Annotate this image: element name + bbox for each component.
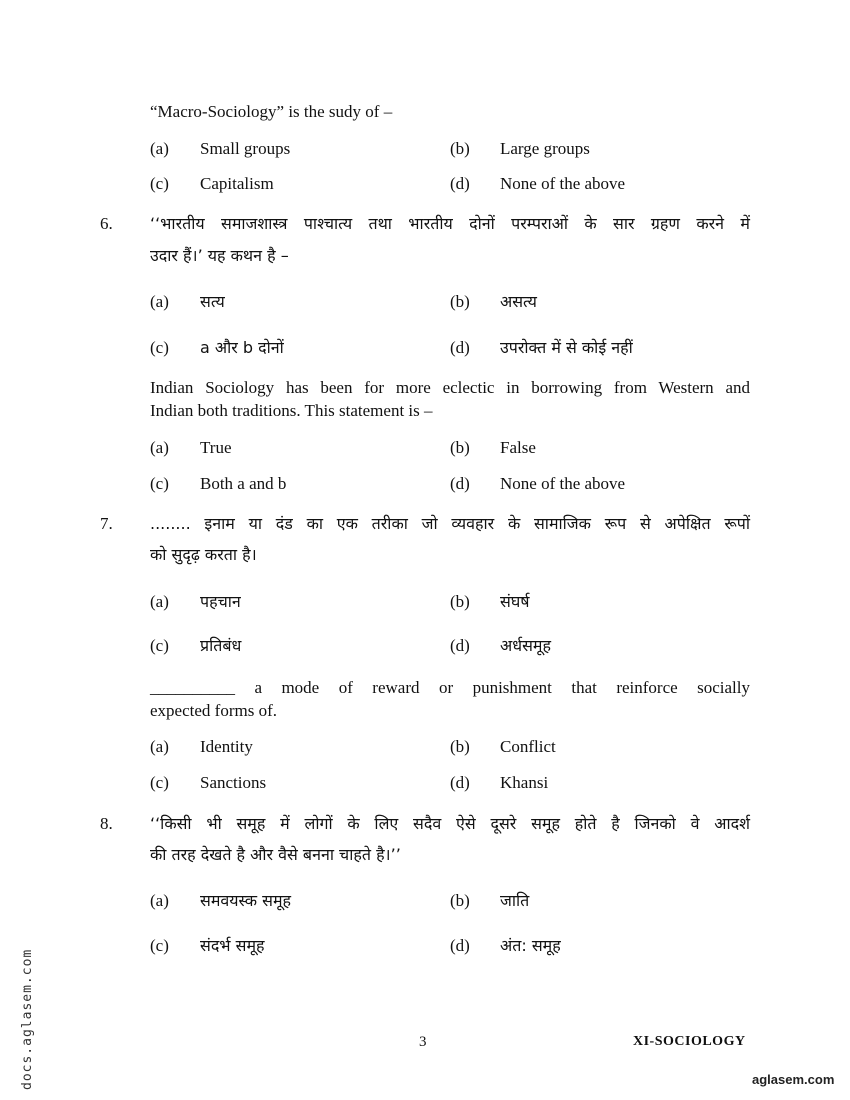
option-label: (c): [150, 474, 169, 493]
option-label: (b): [450, 737, 470, 756]
q7-text-english-line2: expected forms of.: [150, 701, 277, 720]
option-text: Small groups: [200, 139, 291, 158]
option-label: (b): [450, 891, 470, 910]
option-text: संदर्भ समूह: [200, 936, 265, 955]
option-text: a और b दोनों: [200, 338, 284, 357]
watermark-text: docs.aglasem.com: [20, 948, 35, 1090]
q6-text-hindi-line2: उदार हैं।’ यह कथन है –: [150, 246, 289, 265]
option-text: Identity: [200, 737, 253, 756]
option-text: प्रतिबंध: [200, 636, 242, 655]
option-text: Both a and b: [200, 474, 287, 493]
option-label: (b): [450, 139, 470, 158]
option-text: None of the above: [500, 174, 626, 193]
option-label: (d): [450, 338, 470, 357]
option-text: Sanctions: [200, 773, 267, 792]
option-text: समवयस्क समूह: [200, 891, 292, 910]
q7-text-hindi-line1: ........ इनाम या दंड का एक तरीका जो व्यवहार के सामाजिक रूप से अपेक्षित रूपों: [150, 514, 750, 533]
q5-text: “Macro-Sociology” is the sudy of –: [150, 102, 393, 121]
option-text: अंत: समूह: [500, 936, 561, 955]
page-number: 3: [419, 1034, 427, 1050]
option-label: (a): [150, 891, 169, 910]
option-text: Khansi: [500, 773, 549, 792]
option-label: (a): [150, 438, 169, 457]
option-label: (c): [150, 636, 169, 655]
option-label: (d): [450, 636, 470, 655]
option-label: (c): [150, 773, 169, 792]
option-label: (a): [150, 292, 169, 311]
brand-text: aglasem.com: [752, 1072, 835, 1087]
option-text: संघर्ष: [500, 592, 530, 611]
option-label: (b): [450, 292, 470, 311]
option-text: अर्धसमूह: [500, 636, 551, 655]
option-text: सत्य: [200, 292, 225, 311]
question-number: 7.: [100, 514, 113, 533]
q6-text-hindi-line1: ‘‘भारतीय समाजशास्त्र पाश्चात्य तथा भारतीय दोनों परम्पराओं के सार ग्रहण करने में: [150, 214, 750, 233]
q6-text-english-line1: Indian Sociology has been for more eclectic in borrowing from Western and: [150, 378, 750, 397]
option-label: (b): [450, 438, 470, 457]
q8-text-hindi-line1: ‘‘किसी भी समूह में लोगों के लिए सदैव ऐसे दूसरे समूह होते है जिनको वे आदर्श: [150, 814, 750, 833]
option-label: (a): [150, 139, 169, 158]
q6-text-english-line2: Indian both traditions. This statement is –: [150, 401, 433, 420]
option-label: (a): [150, 737, 169, 756]
subject-code: XI-SOCIOLOGY: [633, 1034, 746, 1049]
option-text: None of the above: [500, 474, 626, 493]
q7-text-english-line1: __________ a mode of reward or punishment that reinforce socially: [150, 678, 750, 697]
question-number: 8.: [100, 814, 113, 833]
option-label: (c): [150, 936, 169, 955]
option-text: असत्य: [500, 292, 537, 311]
option-label: (d): [450, 474, 470, 493]
q7-text-hindi-line2: को सुदृढ़ करता है।: [150, 545, 257, 564]
option-text: Large groups: [500, 139, 590, 158]
option-label: (a): [150, 592, 169, 611]
option-text: Capitalism: [200, 174, 274, 193]
option-label: (c): [150, 174, 169, 193]
option-text: Conflict: [500, 737, 556, 756]
option-label: (d): [450, 773, 470, 792]
option-label: (c): [150, 338, 169, 357]
q8-text-hindi-line2: की तरह देखते है और वैसे बनना चाहते है।’’: [150, 845, 401, 864]
option-text: False: [500, 438, 536, 457]
option-text: जाति: [500, 891, 530, 910]
option-text: उपरोक्त में से कोई नहीं: [500, 338, 633, 357]
question-number: 6.: [100, 214, 113, 233]
option-text: True: [200, 438, 232, 457]
option-label: (b): [450, 592, 470, 611]
option-text: पहचान: [200, 592, 241, 611]
option-label: (d): [450, 174, 470, 193]
option-label: (d): [450, 936, 470, 955]
